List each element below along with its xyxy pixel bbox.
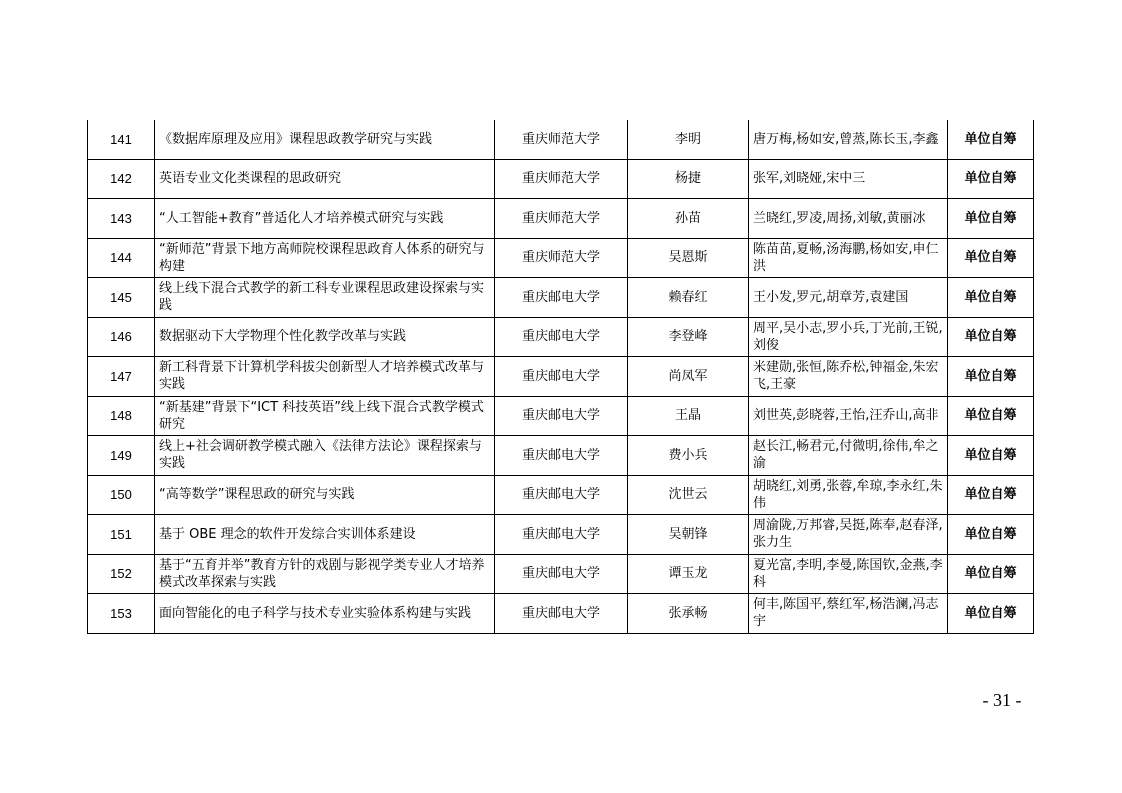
cell-leader: 李明: [628, 120, 749, 159]
cell-members: 张军,刘晓娅,宋中三: [749, 159, 948, 199]
cell-project-title: “人工智能+教育”普适化人才培养模式研究与实践: [155, 199, 495, 239]
cell-project-title: “高等数学”课程思政的研究与实践: [155, 475, 495, 515]
cell-number: 141: [88, 120, 155, 159]
cell-funding: 单位自筹: [948, 554, 1034, 594]
table-row: [88, 475, 1034, 515]
cell-project-title: 基于“五育并举”教育方针的戏剧与影视学类专业人才培养模式改革探索与实践: [155, 554, 495, 594]
table-row: [88, 120, 1034, 159]
cell-funding: 单位自筹: [948, 278, 1034, 318]
table-row: [88, 317, 1034, 357]
cell-members: 陈苗苗,夏畅,汤海鹏,杨如安,申仁洪: [749, 238, 948, 278]
cell-funding: 单位自筹: [948, 436, 1034, 476]
cell-unit: 重庆邮电大学: [495, 357, 628, 397]
cell-number: 147: [88, 357, 155, 397]
cell-leader: 王晶: [628, 396, 749, 436]
cell-project-title: 面向智能化的电子科学与技术专业实验体系构建与实践: [155, 594, 495, 634]
table-row: [88, 199, 1034, 239]
table-row: [88, 238, 1034, 278]
cell-members: 刘世英,彭晓蓉,王怡,汪乔山,高非: [749, 396, 948, 436]
cell-project-title: 英语专业文化类课程的思政研究: [155, 159, 495, 199]
table-row: [88, 436, 1034, 476]
cell-project-title: 线上线下混合式教学的新工科专业课程思政建设探索与实践: [155, 278, 495, 318]
project-table: [87, 120, 1034, 634]
cell-leader: 尚凤军: [628, 357, 749, 397]
cell-project-title: 新工科背景下计算机学科拔尖创新型人才培养模式改革与实践: [155, 357, 495, 397]
cell-funding: 单位自筹: [948, 238, 1034, 278]
cell-number: 146: [88, 317, 155, 357]
cell-funding: 单位自筹: [948, 515, 1034, 555]
cell-members: 夏光富,李明,李曼,陈国钦,金燕,李科: [749, 554, 948, 594]
cell-number: 148: [88, 396, 155, 436]
cell-members: 何丰,陈国平,蔡红军,杨浩澜,冯志宇: [749, 594, 948, 634]
cell-number: 150: [88, 475, 155, 515]
cell-members: 周平,吴小志,罗小兵,丁光前,王锐,刘俊: [749, 317, 948, 357]
cell-leader: 吴恩斯: [628, 238, 749, 278]
cell-leader: 李登峰: [628, 317, 749, 357]
table-row: [88, 554, 1034, 594]
cell-project-title: 数据驱动下大学物理个性化教学改革与实践: [155, 317, 495, 357]
table-row: [88, 515, 1034, 555]
cell-number: 151: [88, 515, 155, 555]
cell-unit: 重庆师范大学: [495, 199, 628, 239]
table-row: [88, 159, 1034, 199]
cell-members: 王小发,罗元,胡章芳,袁建国: [749, 278, 948, 318]
cell-number: 142: [88, 159, 155, 199]
cell-leader: 张承畅: [628, 594, 749, 634]
cell-members: 胡晓红,刘勇,张蓉,牟琼,李永红,朱伟: [749, 475, 948, 515]
cell-members: 唐万梅,杨如安,曾蒸,陈长玉,李鑫: [749, 120, 948, 159]
cell-unit: 重庆邮电大学: [495, 515, 628, 555]
table-row: [88, 594, 1034, 634]
cell-unit: 重庆邮电大学: [495, 554, 628, 594]
cell-unit: 重庆师范大学: [495, 120, 628, 159]
cell-number: 153: [88, 594, 155, 634]
cell-members: 兰晓红,罗凌,周扬,刘敏,黄丽冰: [749, 199, 948, 239]
cell-leader: 费小兵: [628, 436, 749, 476]
cell-members: 米建勋,张恒,陈乔松,钟福金,朱宏飞,王豪: [749, 357, 948, 397]
cell-unit: 重庆邮电大学: [495, 436, 628, 476]
cell-leader: 吴朝锋: [628, 515, 749, 555]
table-row: [88, 278, 1034, 318]
cell-funding: 单位自筹: [948, 594, 1034, 634]
table-row: [88, 357, 1034, 397]
cell-funding: 单位自筹: [948, 199, 1034, 239]
cell-unit: 重庆邮电大学: [495, 475, 628, 515]
cell-funding: 单位自筹: [948, 475, 1034, 515]
cell-members: 赵长江,畅君元,付微明,徐伟,牟之渝: [749, 436, 948, 476]
cell-number: 152: [88, 554, 155, 594]
cell-project-title: 线上+社会调研教学模式融入《法律方法论》课程探索与实践: [155, 436, 495, 476]
cell-leader: 杨捷: [628, 159, 749, 199]
cell-number: 144: [88, 238, 155, 278]
cell-number: 145: [88, 278, 155, 318]
cell-project-title: “新基建”背景下“ICT 科技英语”线上线下混合式教学模式研究: [155, 396, 495, 436]
cell-funding: 单位自筹: [948, 317, 1034, 357]
cell-number: 149: [88, 436, 155, 476]
table-row: [88, 396, 1034, 436]
cell-funding: 单位自筹: [948, 120, 1034, 159]
cell-unit: 重庆师范大学: [495, 238, 628, 278]
cell-project-title: 《数据库原理及应用》课程思政教学研究与实践: [155, 120, 495, 159]
cell-funding: 单位自筹: [948, 396, 1034, 436]
cell-funding: 单位自筹: [948, 159, 1034, 199]
cell-unit: 重庆邮电大学: [495, 594, 628, 634]
cell-unit: 重庆师范大学: [495, 159, 628, 199]
cell-unit: 重庆邮电大学: [495, 396, 628, 436]
cell-funding: 单位自筹: [948, 357, 1034, 397]
cell-leader: 孙苗: [628, 199, 749, 239]
cell-unit: 重庆邮电大学: [495, 317, 628, 357]
cell-project-title: “新师范”背景下地方高师院校课程思政育人体系的研究与构建: [155, 238, 495, 278]
page-number: - 31 -: [982, 690, 1022, 710]
cell-members: 周渝陇,万邦睿,吴挺,陈奉,赵春泽,张力生: [749, 515, 948, 555]
cell-leader: 赖春红: [628, 278, 749, 318]
cell-leader: 沈世云: [628, 475, 749, 515]
cell-unit: 重庆邮电大学: [495, 278, 628, 318]
cell-leader: 谭玉龙: [628, 554, 749, 594]
project-table-body: [88, 120, 1034, 633]
cell-project-title: 基于 OBE 理念的软件开发综合实训体系建设: [155, 515, 495, 555]
cell-number: 143: [88, 199, 155, 239]
